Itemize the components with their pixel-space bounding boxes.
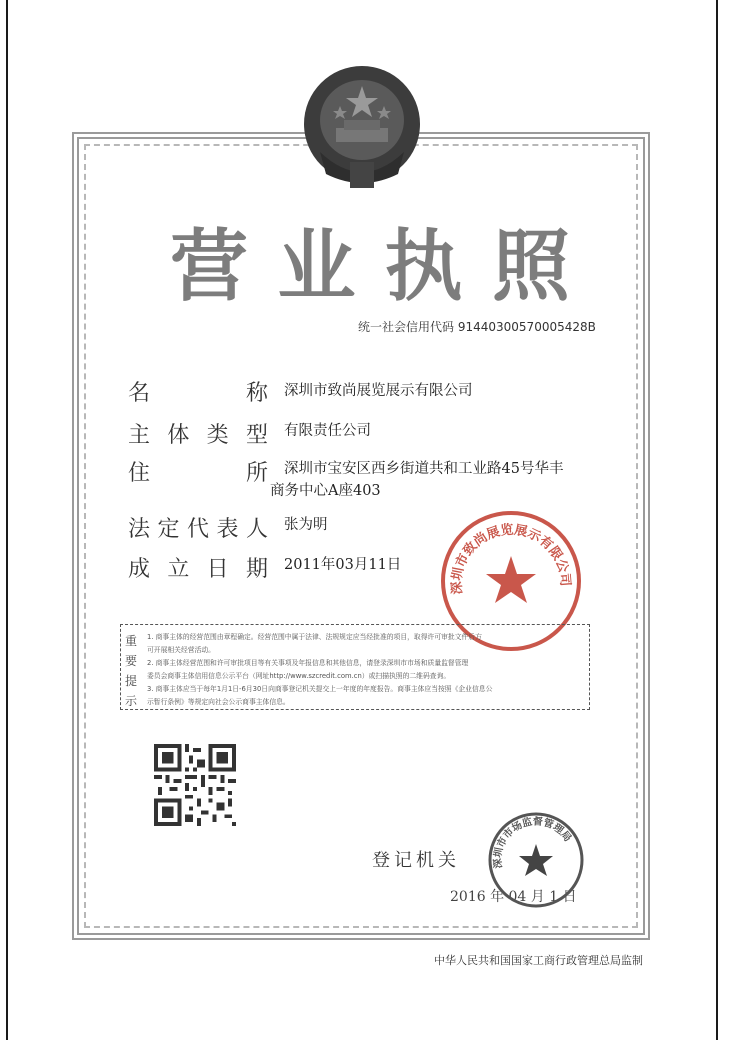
label-char: 成	[128, 557, 151, 582]
address-line-1: 深圳市宝安区西乡街道共和工业路45号华丰	[284, 461, 564, 477]
label-char: 期	[245, 557, 268, 582]
authority-seal-text: 深圳市市场监督管理局	[492, 816, 574, 869]
license-title	[170, 222, 570, 312]
label-char: 体	[167, 423, 190, 448]
scan-edge-left	[6, 0, 8, 1040]
important-notice-box	[120, 624, 590, 710]
label-char: 称	[245, 381, 268, 406]
field-label-type	[128, 418, 268, 449]
scan-edge-right	[716, 0, 718, 1040]
authority-seal	[486, 810, 586, 910]
field-value-address	[270, 458, 564, 502]
label-char: 住	[128, 461, 151, 486]
credit-code-label: 统一社会信用代码	[358, 320, 455, 334]
label-char: 法	[128, 517, 151, 542]
label-char: 日	[206, 557, 229, 582]
notice-line: 示暂行条例》等规定向社会公示商事主体信息。	[147, 698, 290, 706]
field-label-established	[128, 552, 268, 583]
national-emblem-icon	[300, 62, 424, 194]
credit-code-line	[358, 318, 596, 335]
issue-date: 2016 年 04 月 1 日	[450, 889, 577, 905]
label-char: 主	[128, 423, 151, 448]
label-char: 表	[216, 517, 239, 542]
qr-code-icon[interactable]	[154, 744, 236, 826]
label-char: 所	[245, 461, 268, 486]
label-char: 代	[186, 517, 209, 542]
notice-line: 3. 商事主体应当于每年1月1日-6月30日向商事登记机关提交上一年度的年度报告。商事主体应当按照《企业信息公	[147, 685, 493, 693]
label-char: 型	[245, 423, 268, 448]
notice-line: 委员会商事主体信用信息公示平台（网址http://www.szcredit.com.cn）或扫描执照的二维码查询。	[147, 672, 451, 680]
notice-text	[147, 631, 585, 709]
field-value-type: 有限责任公司	[284, 423, 371, 439]
field-label-representative	[128, 512, 268, 543]
notice-title: 重要提示	[125, 634, 138, 708]
field-label-name	[128, 376, 268, 407]
label-char: 类	[206, 423, 229, 448]
field-value-established: 2011年03月11日	[284, 557, 402, 573]
company-seal-text: 深圳市致尚展览展示有限公司	[449, 522, 573, 595]
label-char: 立	[167, 557, 190, 582]
title-char: 营	[170, 222, 249, 312]
label-char: 名	[128, 381, 151, 406]
notice-line: 可开展相关经营活动。	[147, 646, 215, 654]
field-label-address	[128, 456, 268, 487]
notice-line: 1. 商事主体的经营范围由章程确定。经营范围中属于法律、法规规定应当经批准的项目，取得许可审批文件后方	[147, 633, 482, 641]
supervision-footer: 中华人民共和国国家工商行政管理总局监制	[434, 954, 643, 967]
credit-code-value: 9144030057000542​8B	[457, 320, 596, 334]
notice-line: 2. 商事主体经营范围和许可审批项目等有关事项及年报信息和其他信息，请登录深圳市市场和质量监督管理	[147, 659, 469, 667]
field-value-name: 深圳市致尚展览展示有限公司	[284, 383, 473, 399]
title-char: 执	[384, 222, 463, 312]
registration-authority-label: 登记机关	[372, 850, 460, 871]
field-value-representative: 张为明	[284, 517, 328, 533]
label-char: 定	[157, 517, 180, 542]
title-char: 业	[277, 222, 356, 312]
title-char: 照	[491, 222, 570, 312]
label-char: 人	[245, 517, 268, 542]
address-line-2: 商务中心A座403	[270, 483, 381, 499]
